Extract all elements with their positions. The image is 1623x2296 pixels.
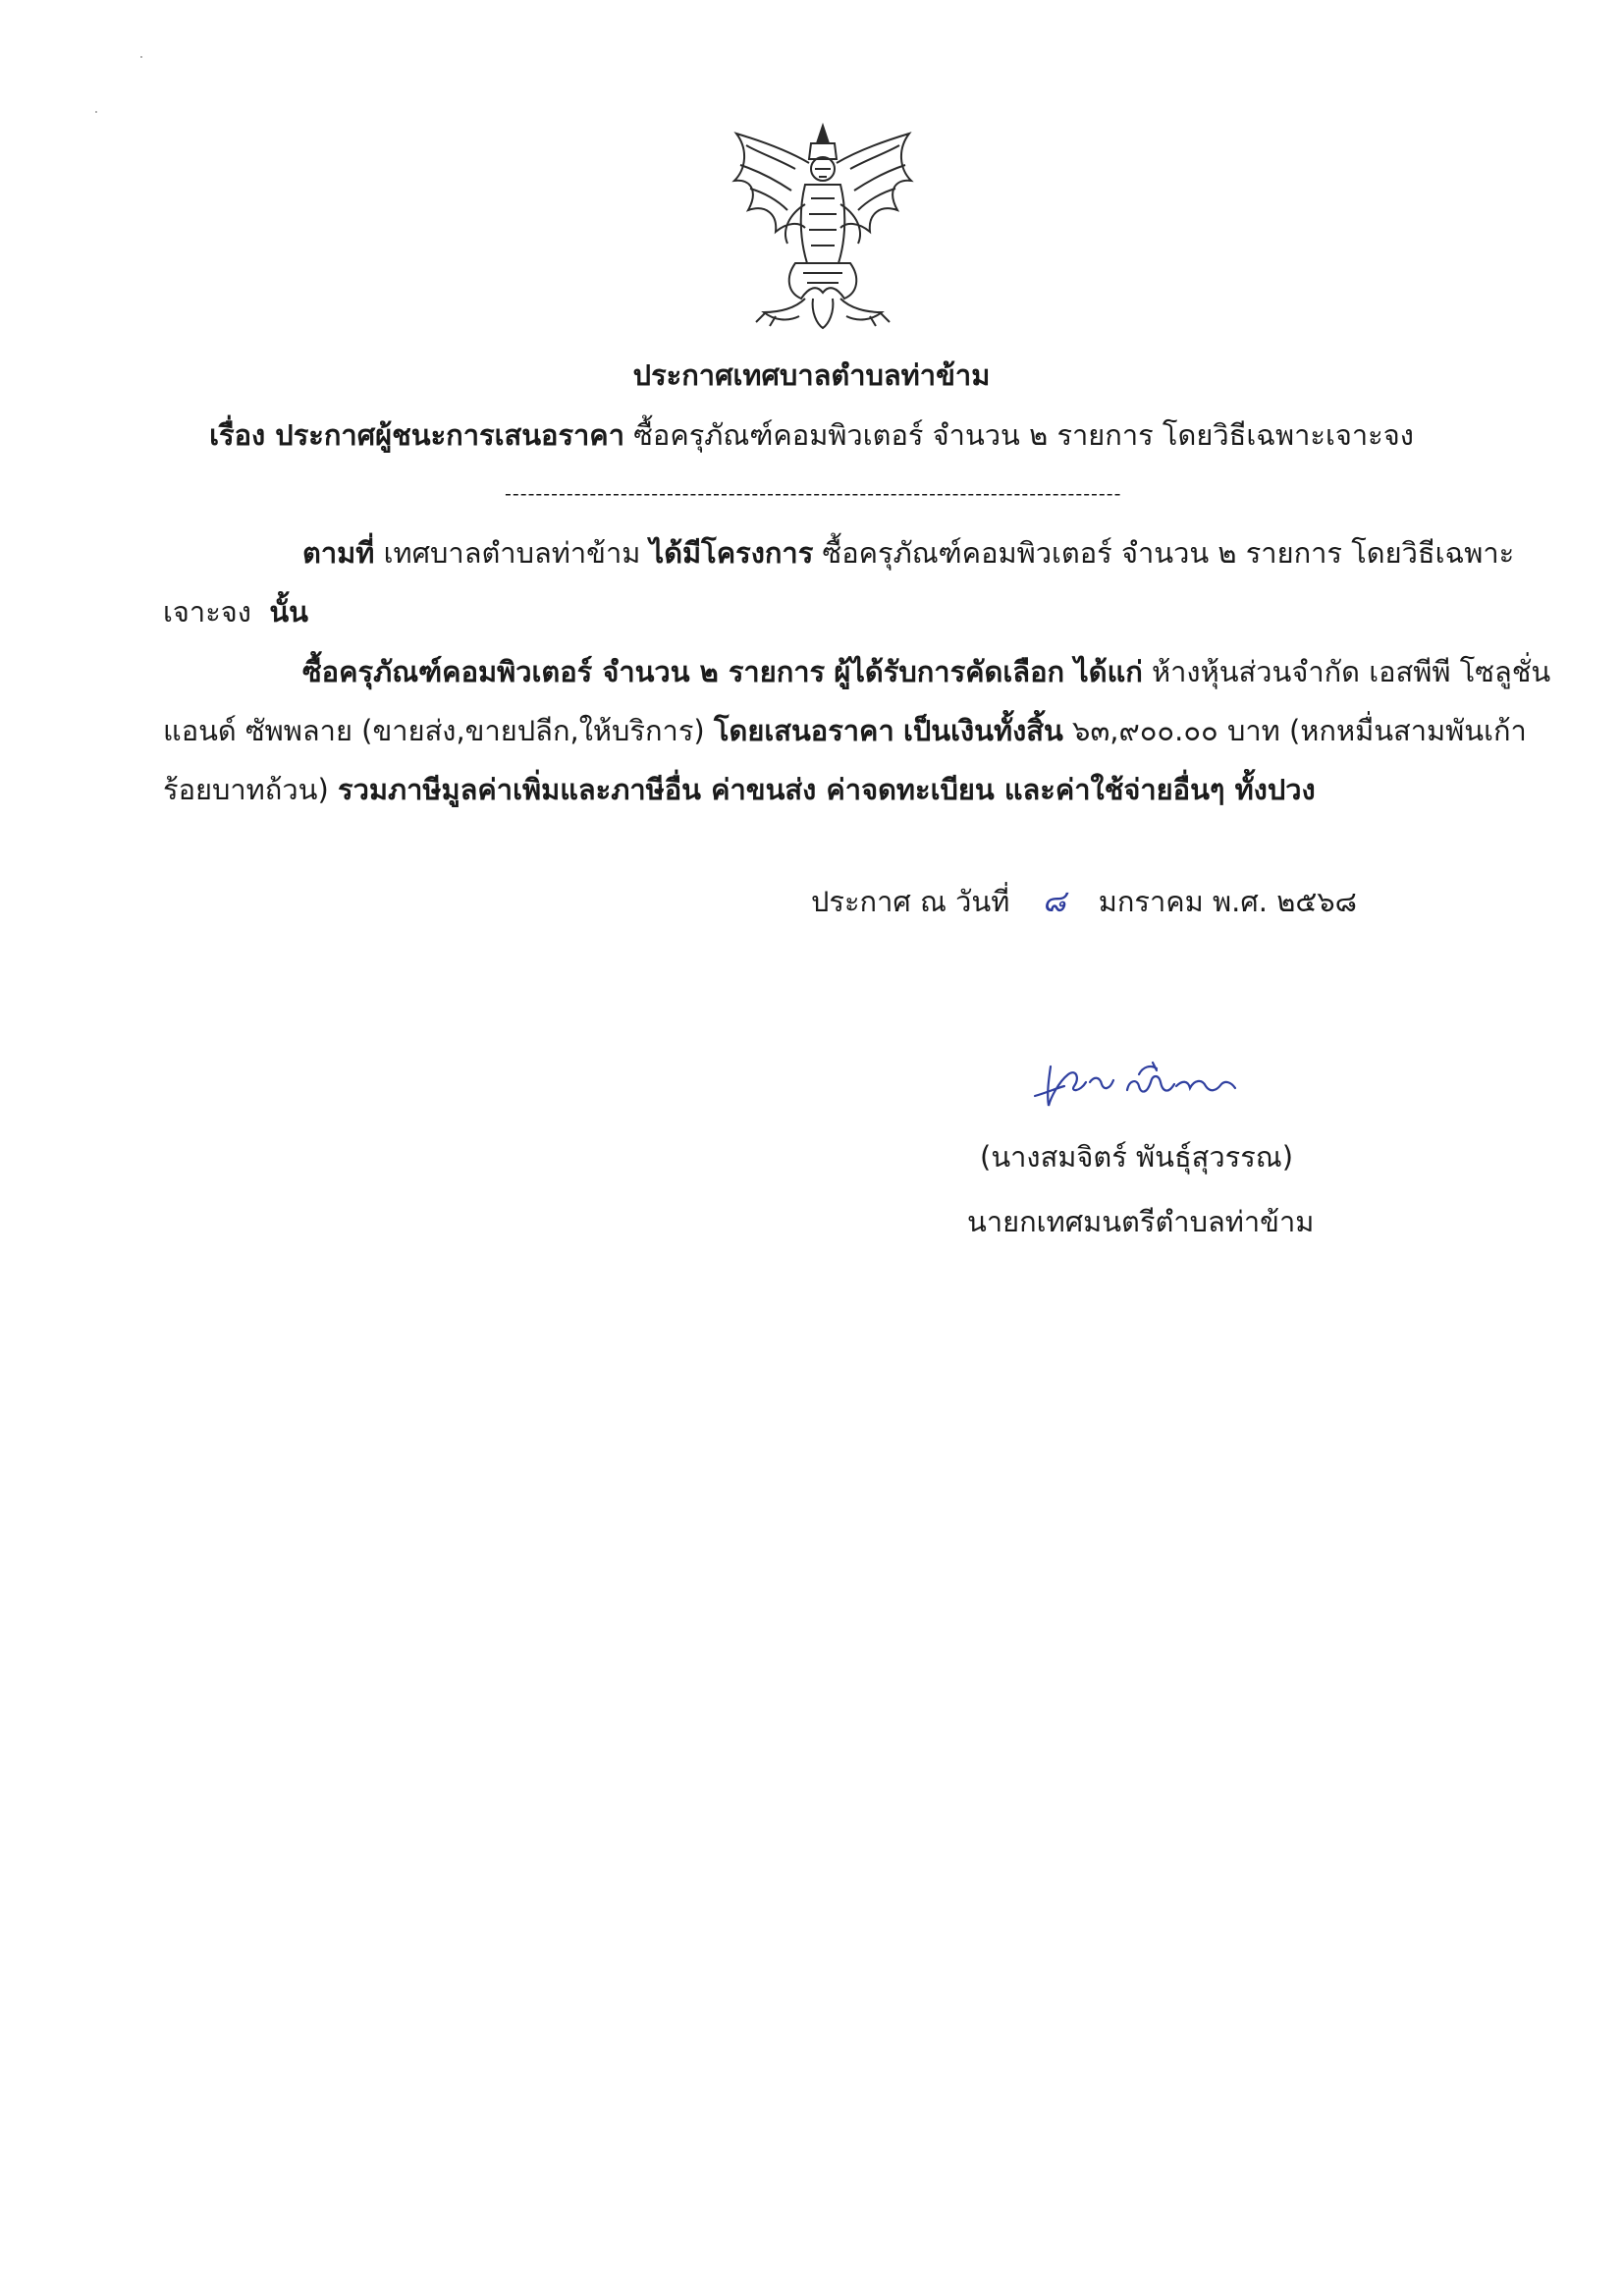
announcement-date [811,882,1357,921]
amount-label: เป็นเงินทั้งสิ้น [902,714,1063,747]
paragraph-line [163,760,1479,819]
paragraph-line [163,701,1527,760]
paragraph-line [163,582,1479,641]
paragraph-line [163,642,1551,701]
paragraph-line [163,523,1515,582]
paragraph-project [163,523,1515,641]
announcement-title: ประกาศเทศบาลตำบลท่าข้าม [632,358,991,392]
subject-label: เรื่อง ประกาศผู้ชนะการเสนอราคา [209,418,624,452]
divider-line: -------------------------------------------------------------------------------- [505,483,1122,505]
project-label: ได้มีโครงการ [649,536,814,570]
paragraph-end: นั้น [269,595,309,629]
selected-label: ผู้ได้รับการคัดเลือก ได้แก่ [834,655,1143,688]
organization-name: เทศบาลตำบลท่าข้าม [383,536,641,570]
date-day: ๘ [1042,884,1066,919]
paragraph-winner [163,642,1551,819]
item-name: ซื้อครุภัณฑ์คอมพิวเตอร์ จำนวน ๒ รายการ [302,655,826,688]
amount-value: ๖๓,๙๐๐.๐๐ บาท (หกหมื่นสามพันเก้า [1072,714,1527,747]
scan-speck [95,111,97,113]
amount-value-cont: ร้อยบาทถ้วน) [163,773,329,806]
signer-position: นายกเทศมนตรีตำบลท่าข้าม [967,1205,1315,1238]
signer-name: (นางสมจิตร์ พันธุ์สุวรรณ) [980,1140,1294,1174]
offer-label: โดยเสนอราคา [713,714,894,747]
project-name: ซื้อครุภัณฑ์คอมพิวเตอร์ จำนวน ๒ รายการ โดยวิธีเฉพาะ [822,536,1515,570]
handwritten-signature [1029,1053,1255,1121]
vendor-name-cont: แอนด์ ซัพพลาย (ขายส่ง,ขายปลีก,ให้บริการ) [163,714,705,747]
announcement-subject [0,415,1623,455]
project-name-cont: เจาะจง [163,595,251,629]
vendor-name: ห้างหุ้นส่วนจำกัด เอสพีพี โซลูชั่น [1152,655,1551,688]
date-prefix: ประกาศ ณ วันที่ [811,885,1010,918]
garuda-emblem-icon [727,120,919,332]
lead-word: ตามที่ [302,536,375,570]
scan-speck [140,56,142,58]
subject-text: ซื้อครุภัณฑ์คอมพิวเตอร์ จำนวน ๒ รายการ โดยวิธีเฉพาะเจาะจง [633,418,1414,452]
tax-note: รวมภาษีมูลค่าเพิ่มและภาษีอื่น ค่าขนส่ง ค่าจดทะเบียน และค่าใช้จ่ายอื่นๆ ทั้งปวง [338,773,1316,806]
date-month-year: มกราคม พ.ศ. ๒๕๖๘ [1098,885,1358,918]
